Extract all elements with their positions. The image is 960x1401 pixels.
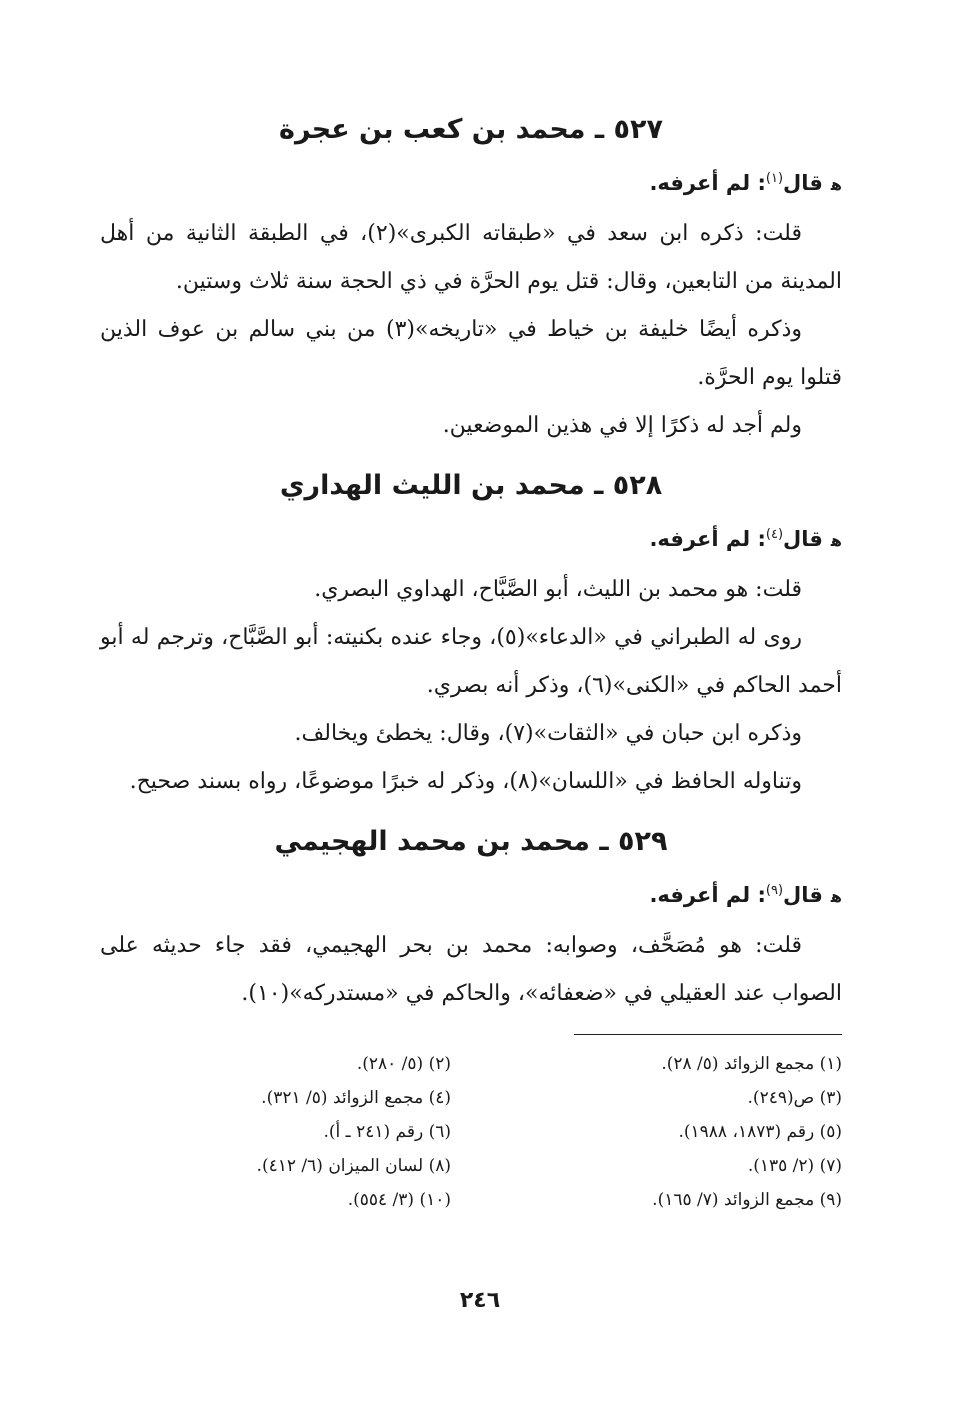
entry-title-529: ٥٢٩ ـ محمد بن محمد الهجيمي: [274, 826, 668, 857]
paragraph: قلت: هو مُصَحَّف، وصوابه: محمد بن بحر الهجيمي، فقد جاء حديثه على الصواب عند العقيلي في «ضعفائه»، والحاكم في «مستدركه»(١٠).: [100, 933, 842, 1006]
footnote: (١٠) (٣/ ٥٥٤).: [347, 1190, 451, 1210]
qala-line-528: [100, 518, 842, 558]
footnote: (٣) ص(٢٤٩).: [747, 1088, 842, 1108]
qala-line-529: [100, 874, 842, 914]
footnote: (٩) مجمع الزوائد (٧/ ١٦٥).: [652, 1190, 842, 1210]
footnote: (٨) لسان الميزان (٦/ ٤١٢).: [256, 1156, 451, 1176]
paragraph: روى له الطبراني في «الدعاء»(٥)، وجاء عنده بكنيته: أبو الصَّبَّاح، وترجم له أبو أحمد الحاكم في «الكنى»(٦)، وذكر أنه بصري.: [100, 625, 842, 698]
bullet-icon: ﻫ: [830, 175, 842, 194]
qala-word: قال: [783, 171, 823, 195]
qala-verdict: : لم أعرفه.: [649, 171, 766, 195]
footnote: (٥) رقم (١٨٧٣، ١٩٨٨).: [678, 1122, 842, 1142]
footnote: (٧) (٢/ ١٣٥).: [747, 1156, 842, 1176]
bullet-icon: ﻫ: [830, 531, 842, 550]
qala-word: قال: [783, 883, 823, 907]
entry-title-528: ٥٢٨ ـ محمد بن الليث الهداري: [279, 470, 663, 501]
qala-verdict: : لم أعرفه.: [649, 527, 766, 551]
entry-title-527: ٥٢٧ ـ محمد بن كعب بن عجرة: [279, 114, 663, 145]
footnote: (٤) مجمع الزوائد (٥/ ٣٢١).: [261, 1088, 451, 1108]
paragraph: وذكره أيضًا خليفة بن خياط في «تاريخه»(٣) من بني سالم بن عوف الذين قتلوا يوم الحرَّة.: [100, 317, 842, 390]
paragraph: وتناوله الحافظ في «اللسان»(٨)، وذكر له خبرًا موضوعًا، رواه بسند صحيح.: [129, 769, 802, 794]
paragraph: وذكره ابن حبان في «الثقات»(٧)، وقال: يخطئ ويخالف.: [294, 721, 802, 746]
qala-line-527: [100, 162, 842, 202]
paragraph: قلت: هو محمد بن الليث، أبو الصَّبَّاح، الهداوي البصري.: [314, 577, 802, 602]
footnote-divider: [574, 1034, 842, 1035]
page-number: ٢٤٦: [459, 1288, 501, 1313]
qala-verdict: : لم أعرفه.: [649, 883, 766, 907]
qala-word: قال: [783, 527, 823, 551]
footnote: (١) مجمع الزوائد (٥/ ٢٨).: [661, 1054, 842, 1074]
footnote: (٦) رقم (٢٤١ ـ أ).: [323, 1122, 451, 1142]
footnote-ref[interactable]: (١): [765, 171, 784, 186]
bullet-icon: ﻫ: [830, 887, 842, 906]
footnote-ref[interactable]: (٩): [765, 883, 784, 898]
paragraph: ولم أجد له ذكرًا إلا في هذين الموضعين.: [442, 413, 802, 438]
footnote: (٢) (٥/ ٢٨٠).: [356, 1054, 451, 1074]
paragraph: قلت: ذكره ابن سعد في «طبقاته الكبرى»(٢)، في الطبقة الثانية من أهل المدينة من التابعين، وقال: قتل يوم الحرَّة في ذي الحجة سنة ثلاث وستين.: [100, 221, 842, 294]
footnote-ref[interactable]: (٤): [765, 527, 784, 542]
footnotes: [100, 1047, 842, 1217]
